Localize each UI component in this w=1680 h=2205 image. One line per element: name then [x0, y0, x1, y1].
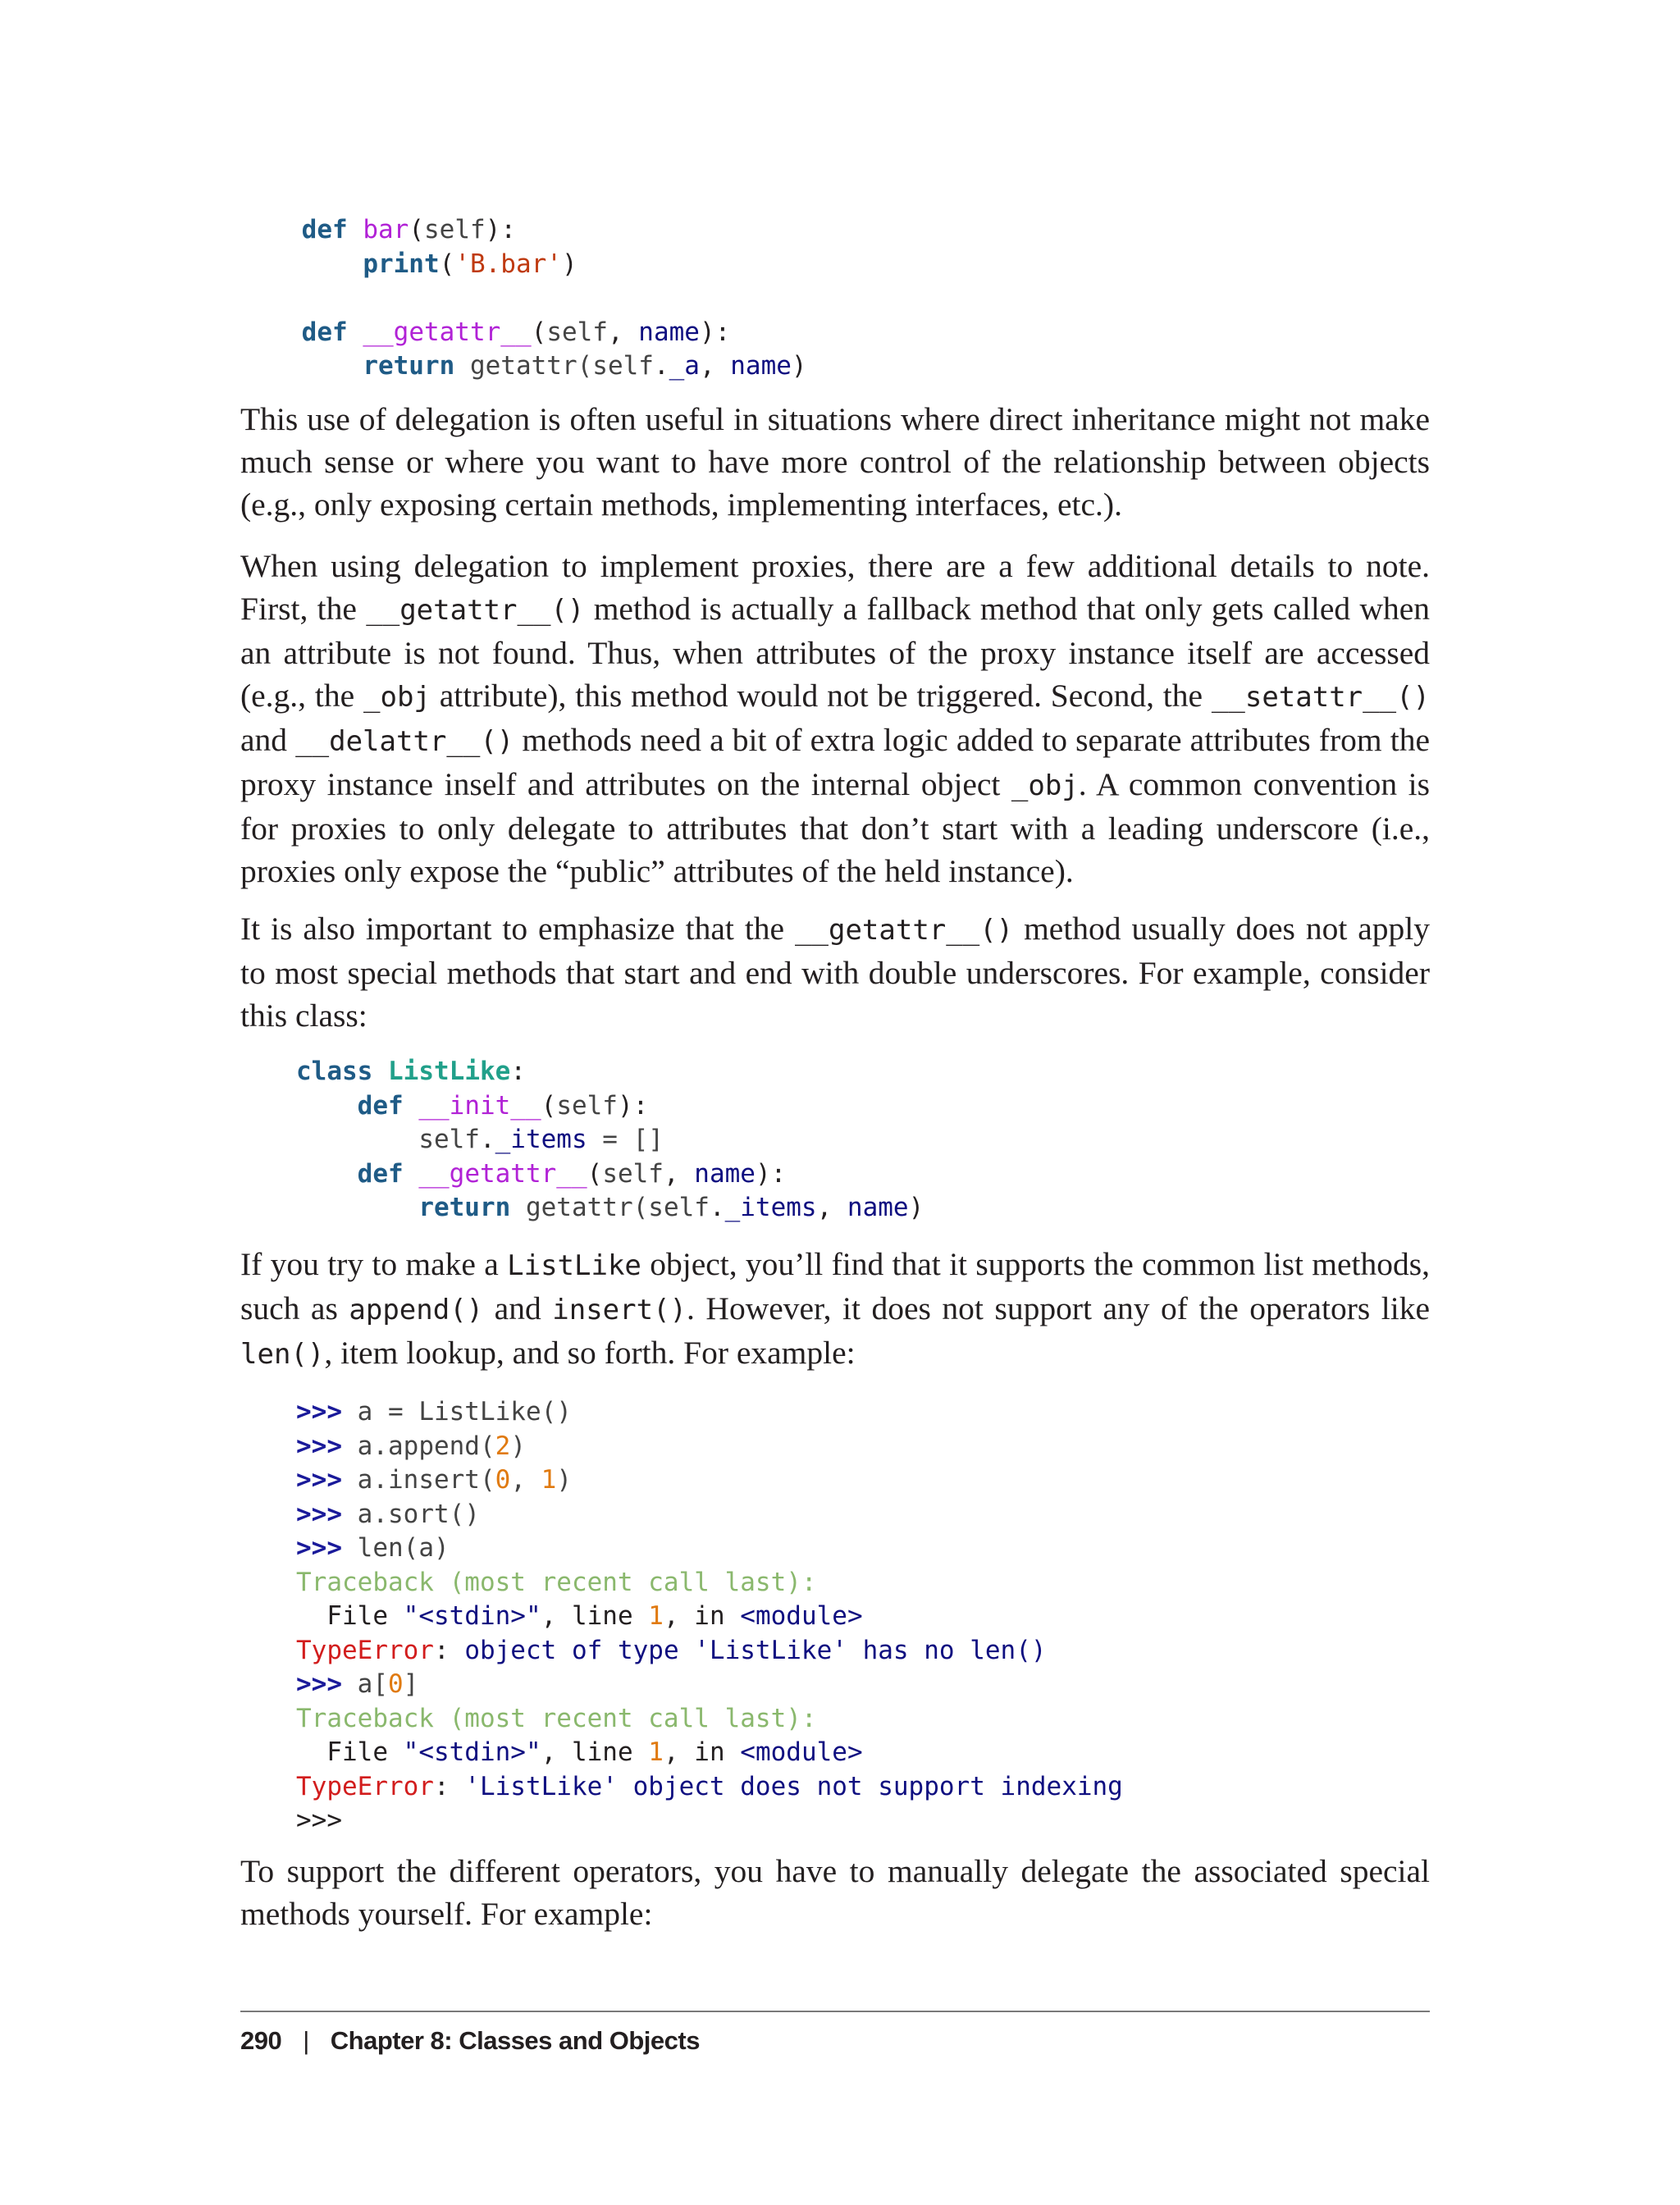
code-token: self: [592, 351, 654, 381]
code-token: _a: [669, 351, 700, 381]
inline-code: __delattr__(): [295, 725, 514, 758]
code-token: __getattr__: [363, 317, 532, 347]
code-token: ]: [403, 1669, 419, 1699]
code-token: >>>: [296, 1669, 342, 1699]
code-token: "<stdin>": [403, 1601, 541, 1631]
code-token: [348, 317, 363, 347]
page-footer: [240, 2023, 700, 2059]
inline-code: __setattr__(): [1211, 681, 1431, 714]
paragraph-proxy-details: [240, 545, 1430, 892]
code-token: <module>: [740, 1737, 863, 1767]
code-token: self: [546, 317, 608, 347]
code-token: .: [479, 1125, 495, 1154]
code-token: ,: [663, 1158, 695, 1189]
inline-code: __getattr__(): [366, 594, 585, 627]
code-token: 0: [388, 1669, 404, 1699]
code-token: 0: [495, 1465, 511, 1495]
text-run: and: [240, 722, 296, 758]
code-block-interactive-session: [296, 1395, 1123, 1838]
code-token: [296, 1091, 358, 1121]
code-token: [348, 215, 363, 244]
text-run: If you try to make a: [240, 1246, 508, 1282]
code-token: [240, 351, 363, 381]
code-token: object of type 'ListLike' has no len(): [464, 1635, 1047, 1665]
text-run: To support the different operators, you have to manually delegate the associated special methods yourself. For example:: [240, 1853, 1430, 1932]
code-token: def: [301, 317, 348, 347]
code-token: [372, 1057, 388, 1086]
code-token: :: [433, 1771, 465, 1801]
code-token: (: [439, 249, 455, 279]
inline-code: append(): [349, 1294, 484, 1326]
text-run: . However, it does not support any of the operators like: [687, 1290, 1430, 1326]
paragraph-delegation-use: [240, 398, 1430, 526]
code-token: :: [510, 1057, 526, 1086]
code-token: ,: [607, 317, 639, 347]
footer-separator: |: [303, 2026, 309, 2055]
code-token: >>>: [296, 1533, 342, 1563]
code-token: 'B.bar': [454, 249, 562, 279]
text-run: attribute), this method would not be triggered. Second, the: [430, 678, 1212, 714]
code-token: name: [638, 317, 700, 347]
code-token: self: [602, 1158, 664, 1189]
code-token: ): [908, 1193, 924, 1222]
code-token: def: [357, 1158, 404, 1189]
code-token: _items: [495, 1125, 587, 1154]
text-run: , item lookup, and so forth. For example:: [324, 1335, 856, 1371]
code-token: TypeError: [296, 1635, 434, 1665]
code-token: [240, 215, 302, 244]
code-token: [296, 1193, 418, 1222]
text-run: When using delegation to implement proxies, there are a few additional details to note. First, the: [240, 548, 1430, 627]
code-block-bar-getattr: [240, 213, 807, 384]
chapter-title: Chapter 8: Classes and Objects: [330, 2026, 700, 2055]
code-token: >>>: [296, 1499, 342, 1529]
code-token: ):: [617, 1090, 649, 1121]
code-token: a = ListLike(): [342, 1397, 572, 1427]
code-token: self: [424, 215, 486, 244]
text-run: method usually does not apply to most special methods that start and end with double underscores. For example, consider this class:: [240, 911, 1430, 1034]
paragraph-special-methods: [240, 907, 1430, 1037]
code-token: >>>: [296, 1806, 342, 1835]
code-token: return: [363, 351, 455, 381]
code-token: [404, 1159, 419, 1189]
code-token: <module>: [740, 1601, 863, 1631]
code-token: 1: [648, 1737, 664, 1767]
code-token: print: [363, 249, 440, 279]
paragraph-listlike-object: [240, 1243, 1430, 1376]
code-token: , line: [541, 1601, 649, 1631]
inline-code: _obj: [363, 681, 431, 714]
footer-rule: [240, 2011, 1430, 2012]
code-token: (: [531, 317, 547, 347]
text-run: . A common convention is for proxies to only delegate to attributes that don’t start with a leading underscore (i.e., proxies only expose the “public” attributes of the held instance).: [240, 766, 1430, 889]
code-token: self: [648, 1193, 710, 1222]
code-token: ):: [485, 215, 516, 244]
code-token: __init__: [418, 1090, 541, 1121]
text-run: and: [483, 1290, 553, 1326]
code-token: ): [791, 351, 807, 381]
code-token: ): [510, 1431, 526, 1461]
inline-code: __getattr__(): [795, 914, 1014, 947]
code-token: 2: [495, 1431, 511, 1461]
code-token: __getattr__: [418, 1158, 587, 1189]
text-run: This use of delegation is often useful in situations where direct inheritance might not make much sense or where you want to have more control of the relationship between objects (e.g., only exposing certain methods, implementing interfaces, etc.).: [240, 401, 1430, 523]
code-token: .: [709, 1193, 725, 1222]
code-token: Traceback (most recent call last):: [296, 1703, 817, 1733]
code-token: ):: [699, 317, 731, 347]
code-token: self: [418, 1125, 480, 1154]
code-token: , line: [541, 1737, 649, 1767]
code-block-listlike-class: [296, 1055, 924, 1226]
code-token: name: [694, 1158, 756, 1189]
code-token: bar: [363, 215, 409, 244]
code-token: (: [409, 215, 424, 244]
code-token: 1: [648, 1601, 664, 1631]
code-token: >>>: [296, 1397, 342, 1427]
book-page: [240, 0, 1430, 2205]
page-number: 290: [240, 2026, 282, 2055]
text-run: It is also important to emphasize that the: [240, 911, 796, 947]
code-token: def: [357, 1090, 404, 1121]
paragraph-support-operators: [240, 1850, 1430, 1935]
code-token: .: [653, 351, 669, 381]
code-token: getattr(: [510, 1193, 649, 1222]
code-token: ListLike: [388, 1057, 511, 1086]
code-token: getattr(: [454, 351, 593, 381]
code-token: Traceback (most recent call last):: [296, 1567, 817, 1597]
code-token: >>>: [296, 1431, 342, 1461]
code-token: return: [418, 1193, 511, 1222]
code-token: [240, 249, 363, 279]
code-token: self: [556, 1090, 618, 1121]
inline-code: ListLike: [507, 1249, 641, 1282]
code-token: File: [296, 1601, 404, 1631]
code-token: (: [587, 1158, 603, 1189]
code-token: def: [301, 215, 348, 244]
code-token: a.append(: [342, 1431, 495, 1461]
code-token: (: [541, 1090, 557, 1121]
code-token: TypeError: [296, 1771, 434, 1801]
code-token: = []: [587, 1125, 664, 1154]
code-token: File: [296, 1737, 404, 1767]
code-token: a.insert(: [342, 1465, 495, 1495]
text-run: methods need a bit of extra logic added to separate attributes from the proxy instance inself and attributes on the internal object: [240, 722, 1430, 802]
code-token: ,: [816, 1193, 847, 1222]
code-token: 'ListLike' object does not support indexing: [464, 1771, 1123, 1801]
code-token: name: [730, 351, 792, 381]
code-token: ): [561, 249, 578, 279]
code-token: [296, 1125, 418, 1154]
code-token: 1: [541, 1465, 557, 1495]
inline-code: len(): [240, 1338, 325, 1371]
code-token: class: [296, 1057, 373, 1086]
code-token: , in: [663, 1601, 741, 1631]
code-token: _items: [724, 1193, 817, 1222]
code-token: a[: [342, 1669, 388, 1699]
code-token: :: [433, 1635, 465, 1665]
code-token: "<stdin>": [403, 1737, 541, 1767]
code-token: , in: [663, 1737, 741, 1767]
code-token: ): [556, 1465, 572, 1495]
code-token: ):: [755, 1158, 787, 1189]
code-token: [404, 1091, 419, 1121]
code-token: [296, 1159, 358, 1189]
code-token: [240, 317, 302, 347]
code-token: len(a): [342, 1533, 450, 1563]
code-token: name: [847, 1193, 909, 1222]
inline-code: insert(): [552, 1294, 687, 1326]
code-token: >>>: [296, 1465, 342, 1495]
code-token: ,: [510, 1465, 541, 1495]
inline-code: _obj: [1011, 769, 1079, 802]
text-run: object, you’ll find that it supports the common list methods, such as: [240, 1246, 1430, 1326]
code-token: ,: [699, 351, 731, 381]
text-run: method is actually a fallback method that only gets called when an attribute is not found. Thus, when attributes of the proxy instance itself are accessed (e.g., the: [240, 591, 1431, 714]
code-token: a.sort(): [342, 1499, 480, 1529]
